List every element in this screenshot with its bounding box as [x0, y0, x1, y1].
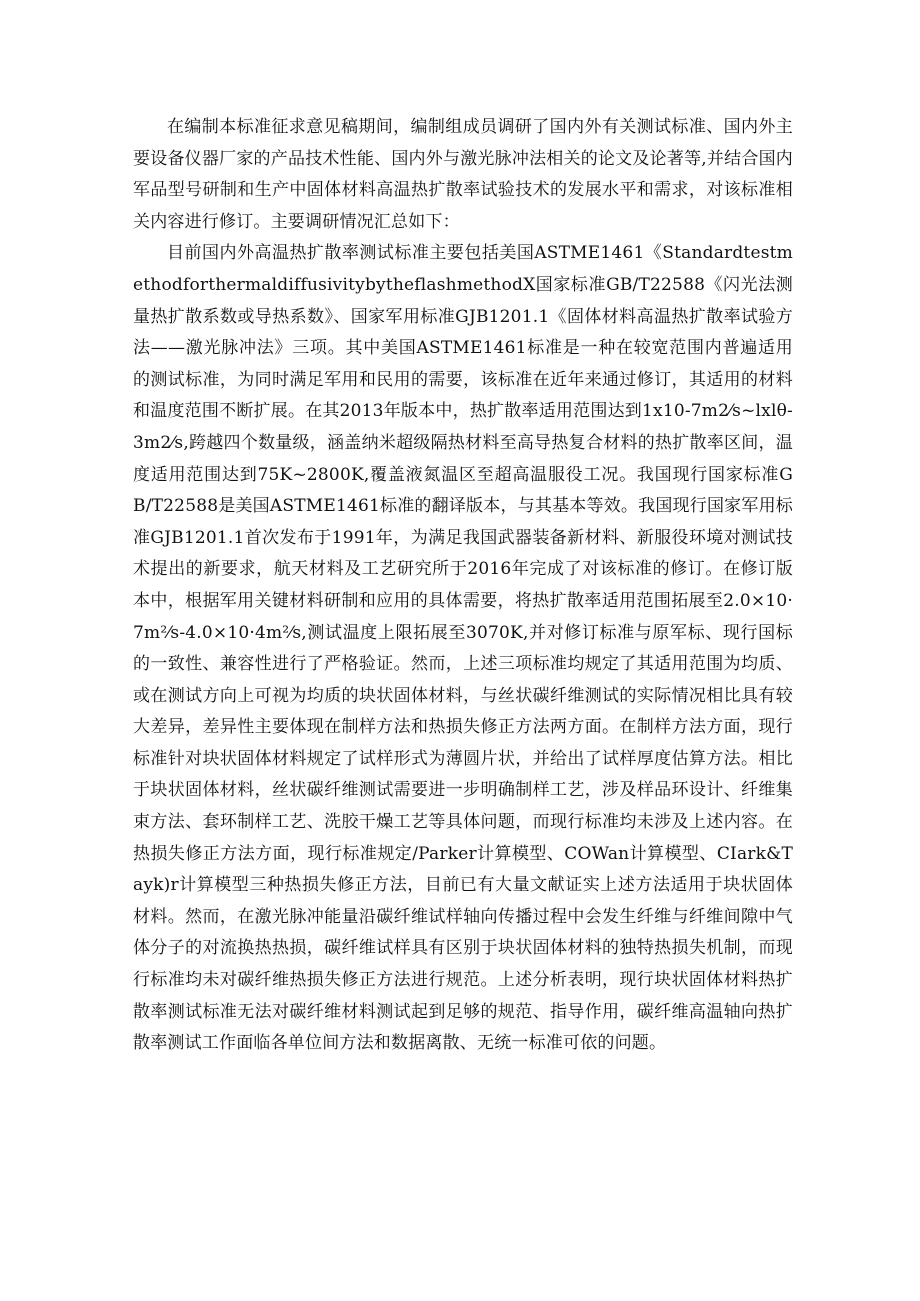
document-body — [133, 112, 793, 1060]
paragraph-survey-intro: 在编制本标准征求意见稿期间，编制组成员调研了国内外有关测试标准、国内外主要设备仪器厂家的产品技术性能、国内外与激光脉冲法相关的论文及论著等,并结合国内军品型号研制和生产中固体材料高温热扩散率试验技术的发展水平和需求，对该标准相关内容进行修订。主要调研情况汇总如下： — [133, 117, 793, 232]
paragraph-standards-analysis: 目前国内外高温热扩散率测试标准主要包括美国ASTME1461《StandardtestmethodforthermaldiffusivitybytheflashmethodX国家标准GB/T22588《闪光法测量热扩散系数或导热系数》、国家军用标准GJB1201.1《固体材料高温热扩散率试验方法——激光脉冲法》三项。其中美国ASTME1461标准是一种在较宽范围内普遍适用的测试标准，为同时满足军用和民用的需要，该标准在近年来通过修订，其适用的材料和温度范围不断扩展。在其2013年版本中，热扩散率适用范围达到1x10-7m2⁄s~lxlθ-3m2⁄s,跨越四个数量级，涵盖纳米超级隔热材料至高导热复合材料的热扩散率区间，温度适用范围达到75K~2800K,覆盖液氮温区至超高温服役工况。我国现行国家标准GB/T22588是美国ASTME1461标准的翻译版本，与其基本等效。我国现行国家军用标准GJB1201.1首次发布于1991年，为满足我国武器装备新材料、新服役环境对测试技术提出的新要求，航天材料及工艺研究所于2016年完成了对该标准的修订。在修订版本中，根据军用关键材料研制和应用的具体需要，将热扩散率适用范围拓展至2.0×10·7m²⁄s-4.0×10·4m²⁄s,测试温度上限拓展至3070K,并对修订标准与原军标、现行国标的一致性、兼容性进行了严格验证。然而，上述三项标准均规定了其适用范围为均质、或在测试方向上可视为均质的块状固体材料，与丝状碳纤维测试的实际情况相比具有较大差异，差异性主要体现在制样方法和热损失修正方法两方面。在制样方法方面，现行标准针对块状固体材料规定了试样形式为薄圆片状，并给出了试样厚度估算方法。相比于块状固体材料，丝状碳纤维测试需要进一步明确制样工艺，涉及样品环设计、纤维集束方法、套环制样工艺、洗胶干燥工艺等具体问题，而现行标准均未涉及上述内容。在热损失修正方法方面，现行标准规定/Parker计算模型、COWan计算模型、CIark&Tayk)r计算模型三种热损失修正方法，目前已有大量文献证实上述方法适用于块状固体材料。然而，在激光脉冲能量沿碳纤维试样轴向传播过程中会发生纤维与纤维间隙中气体分子的对流换热热损，碳纤维试样具有区别于块状固体材料的独特热损失机制，而现行标准均未对碳纤维热损失修正方法进行规范。上述分析表明，现行块状固体材料热扩散率测试标准无法对碳纤维材料测试起到足够的规范、指导作用，碳纤维高温轴向热扩散率测试工作面临各单位间方法和数据离散、无统一标准可依的问题。 — [133, 243, 793, 1054]
